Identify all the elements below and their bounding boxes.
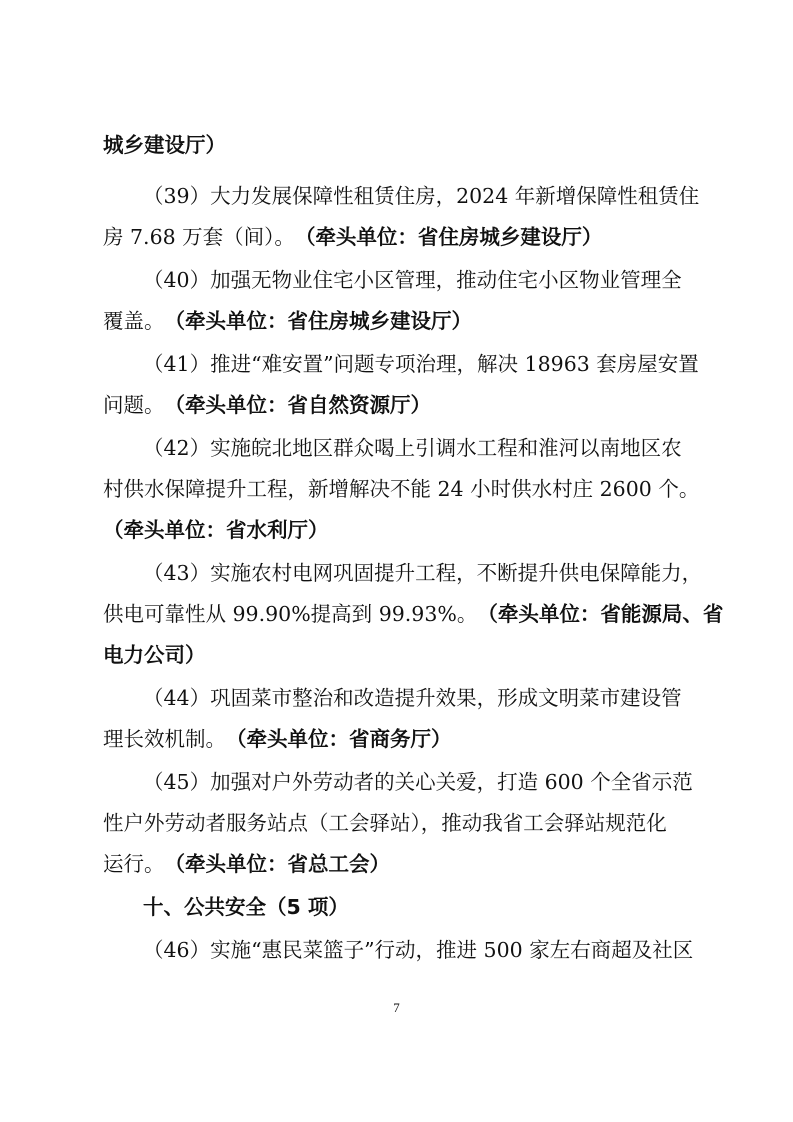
text-line: （42）实施皖北地区群众喝上引调水工程和淮河以南地区农 (143, 436, 682, 460)
section-heading: 十、公共安全（5 项） (143, 895, 349, 919)
page-number: 7 (393, 1000, 400, 1015)
text-line: 城乡建设厅） (103, 133, 226, 157)
text-line: 覆盖。（牵头单位：省住房城乡建设厅） (103, 306, 793, 336)
lead-unit: （牵头单位：省总工会） (164, 852, 390, 876)
lead-unit: （牵头单位：省住房城乡建设厅） (294, 225, 603, 249)
lead-unit: （牵头单位：省水利厅） (103, 518, 329, 542)
text-line: （40）加强无物业住宅小区管理，推动住宅小区物业管理全 (143, 268, 682, 292)
text-line: 问题。（牵头单位：省自然资源厅） (103, 390, 793, 420)
text-line (103, 640, 793, 670)
lead-unit: （牵头单位：省自然资源厅） (164, 393, 431, 417)
text-line: 供电可靠性从 99.90%提高到 99.93%。（牵头单位：省能源局、省 (103, 599, 793, 629)
text-line: （44）巩固菜市整治和改造提升效果，形成文明菜市建设管 (143, 686, 682, 710)
lead-unit: （牵头单位：省住房城乡建设厅） (164, 309, 472, 333)
text-line: 房 7.68 万套（间）。（牵头单位：省住房城乡建设厅） (103, 222, 793, 252)
text-line: 理长效机制。（牵头单位：省商务厅） (103, 724, 793, 754)
text-line: （41）推进“难安置”问题专项治理，解决 18963 套房屋安置 (143, 352, 699, 376)
text-line: （45）加强对户外劳动者的关心关爱，打造 600 个全省示范 (143, 770, 693, 794)
lead-unit: （牵头单位：省能源局、省 (477, 602, 724, 626)
text-line: （43）实施农村电网巩固提升工程，不断提升供电保障能力， (143, 561, 703, 585)
text-line: 性户外劳动者服务站点（工会驿站），推动我省工会驿站规范化 (103, 811, 667, 835)
text-line (103, 515, 793, 545)
lead-unit: （牵头单位：省商务厅） (226, 727, 452, 751)
text-line: （39）大力发展保障性租赁住房，2024 年新增保障性租赁住 (143, 184, 700, 208)
text-line: 村供水保障提升工程，新增解决不能 24 小时供水村庄 2600 个。 (103, 477, 700, 501)
text-line: （46）实施“惠民菜篮子”行动，推进 500 家左右商超及社区 (143, 938, 694, 962)
text-line: 运行。（牵头单位：省总工会） (103, 849, 793, 879)
lead-unit: 电力公司） (103, 643, 206, 667)
